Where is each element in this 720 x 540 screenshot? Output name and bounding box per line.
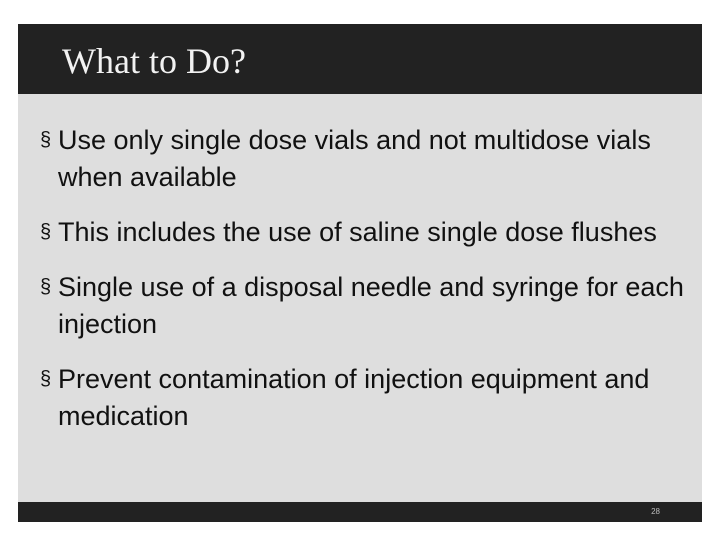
bullet-marker-icon: § bbox=[40, 129, 52, 151]
title-bar bbox=[18, 24, 702, 94]
bullet-text: This includes the use of saline single dose flushes bbox=[58, 217, 657, 247]
bullet-text: Single use of a disposal needle and syringe for each injection bbox=[58, 272, 684, 339]
bullet-text: Prevent contamination of injection equipment and medication bbox=[58, 364, 650, 431]
bullet-item bbox=[40, 361, 690, 435]
bullet-marker-icon: § bbox=[40, 276, 52, 298]
page-number: 28 bbox=[651, 507, 660, 516]
bullet-item bbox=[40, 122, 690, 196]
slide-title: What to Do? bbox=[62, 41, 246, 81]
bullet-marker-icon: § bbox=[40, 221, 52, 243]
slide bbox=[18, 24, 702, 522]
bullet-item bbox=[40, 214, 690, 251]
bullet-item bbox=[40, 269, 690, 343]
footer-bar bbox=[18, 502, 702, 522]
bullet-list bbox=[40, 122, 690, 453]
bullet-marker-icon: § bbox=[40, 368, 52, 390]
bullet-text: Use only single dose vials and not multidose vials when available bbox=[58, 125, 651, 192]
